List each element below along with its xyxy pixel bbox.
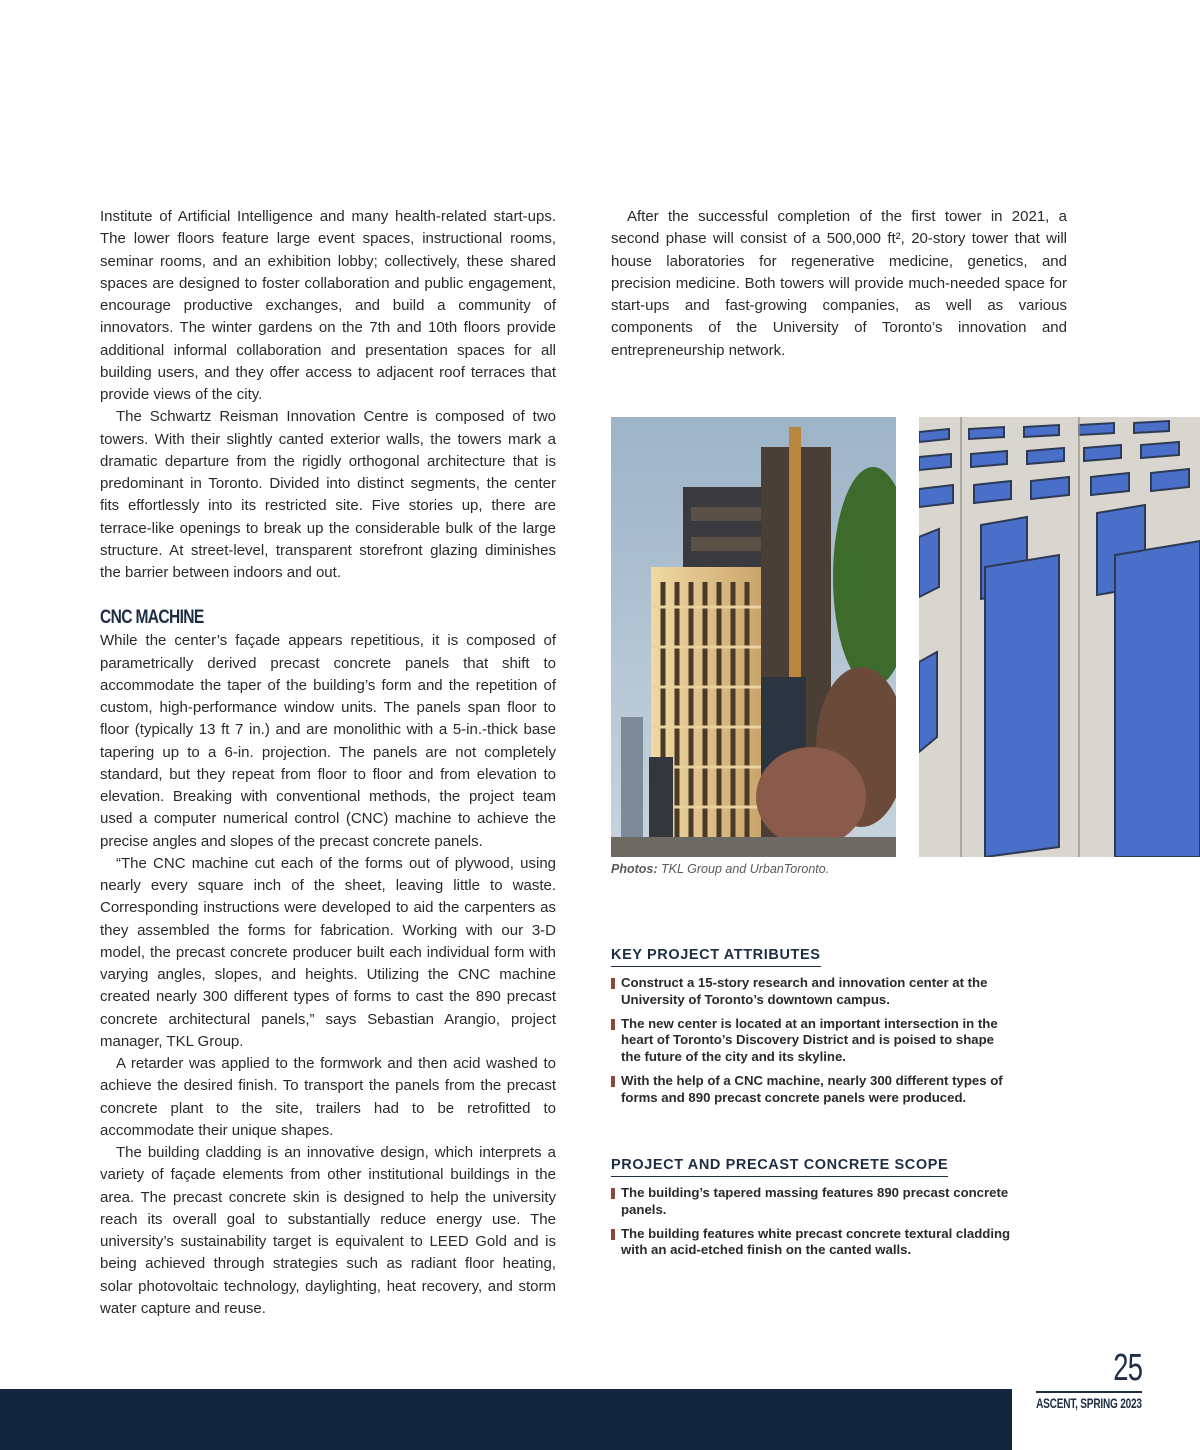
photo-caption [611, 862, 829, 876]
project-scope [611, 1156, 1011, 1266]
issue-label: ASCENT, SPRING 2023 [1036, 1395, 1142, 1411]
bullet-bar-icon [611, 1019, 615, 1030]
bullet-bar-icon [611, 1229, 615, 1240]
body-paragraph: After the successful completion of the first tower in 2021, a second phase will consist of a 500,000 ft², 20-story tower that will house laboratories for regenerative medicine, genetics, and precision medicine. Both towers will provide much-needed space for start-ups and fast-growing companies, as well as various components of the University of Toronto’s innovation and entrepreneurship network. [611, 208, 1067, 359]
section-heading: CNC MACHINE [100, 607, 204, 629]
caption-text: TKL Group and UrbanToronto. [657, 862, 830, 876]
bullet-bar-icon [611, 978, 615, 989]
key-project-attributes [611, 946, 1011, 1114]
footer-bar [0, 1389, 1012, 1450]
list-item: The building’s tapered massing features 890 precast concrete panels. [611, 1185, 1011, 1219]
body-paragraph: The Schwartz Reisman Innovation Centre is composed of two towers. With their slightly canted exterior walls, the towers mark a dramatic departure from the rigidly orthogonal architecture that is predominant in Toronto. Divided into distinct segments, the center fits effortlessly into its restricted site. Five stories up, there are terrace-like openings to break up the considerable bulk of the large structure. At street-level, transparent storefront glazing diminishes the barrier between indoors and out. [100, 408, 556, 581]
list-item: Construct a 15-story research and innovation center at the University of Toronto’s downtown campus. [611, 975, 1011, 1009]
bullet-bar-icon [611, 1188, 615, 1199]
key-attributes-title: KEY PROJECT ATTRIBUTES [611, 947, 821, 967]
list-item: The building features white precast concrete textural cladding with an acid-etched finish on the canted walls. [611, 1226, 1011, 1260]
body-paragraph: The building cladding is an innovative design, which interprets a variety of façade elements from other institutional buildings in the area. The precast concrete skin is designed to help the university reach its overall goal to substantially reduce energy use. The university’s sustainability target is equivalent to LEED Gold and is being achieved through strategies such as radiant floor heating, solar photovoltaic technology, daylighting, heat recovery, and storm water capture and reuse. [100, 1144, 556, 1317]
bullet-bar-icon [611, 1076, 615, 1087]
body-paragraph: “The CNC machine cut each of the forms out of plywood, using nearly every square inch of the sheet, leaving little to waste. Corresponding instructions were developed to aid the carpenters as they assembled the forms for fabrication. Working with our 3-D model, the precast concrete producer built each individual form with varying angles, slopes, and heights. Utilizing the CNC machine created nearly 300 different types of forms to cast the 890 precast concrete architectural panels,” says Sebastian Arangio, project manager, TKL Group. [100, 854, 556, 1050]
building-photo-tower [611, 417, 896, 857]
page-number: 25 [1112, 1347, 1142, 1389]
list-item: The new center is located at an important intersection in the heart of Toronto’s Discovery District and is poised to shape the future of the city and its skyline. [611, 1016, 1011, 1066]
scope-title: PROJECT AND PRECAST CONCRETE SCOPE [611, 1157, 948, 1177]
left-column [100, 206, 556, 1320]
body-paragraph: Institute of Artificial Intelligence and many health-related start-ups. The lower floors feature large event spaces, instructional rooms, seminar rooms, and an exhibition lobby; collectively, these shared spaces are designed to foster collaboration and public engagement, encourage productive exchanges, and build a community of innovators. The winter gardens on the 7th and 10th floors provide additional informal collaboration and presentation spaces for all building users, and they offer access to adjacent roof terraces that provide views of the city. [100, 208, 556, 403]
facade-closeup-photo [919, 417, 1200, 857]
list-item: With the help of a CNC machine, nearly 300 different types of forms and 890 precast concrete panels were produced. [611, 1073, 1011, 1107]
body-paragraph: While the center’s façade appears repetitious, it is composed of parametrically derived precast concrete panels that shift to accommodate the taper of the building’s form and the repetition of custom, high-performance window units. The panels span floor to floor (typically 13 ft 7 in.) and are monolithic with a 5-in.-thick base tapering up to a 6-in. projection. The panels are not completely standard, but they repeat from floor to floor and from elevation to elevation. Breaking with conventional methods, the project team used a computer numerical control (CNC) machine to achieve the precise angles and slopes of the precast concrete panels. [100, 632, 556, 850]
footer-divider [1036, 1391, 1142, 1393]
caption-label: Photos: [611, 862, 658, 876]
right-column [611, 206, 1067, 362]
body-paragraph: A retarder was applied to the formwork and then acid washed to achieve the desired finish. To transport the panels from the precast concrete plant to the site, trailers had to be retrofitted to accommodate their unique shapes. [100, 1055, 556, 1139]
